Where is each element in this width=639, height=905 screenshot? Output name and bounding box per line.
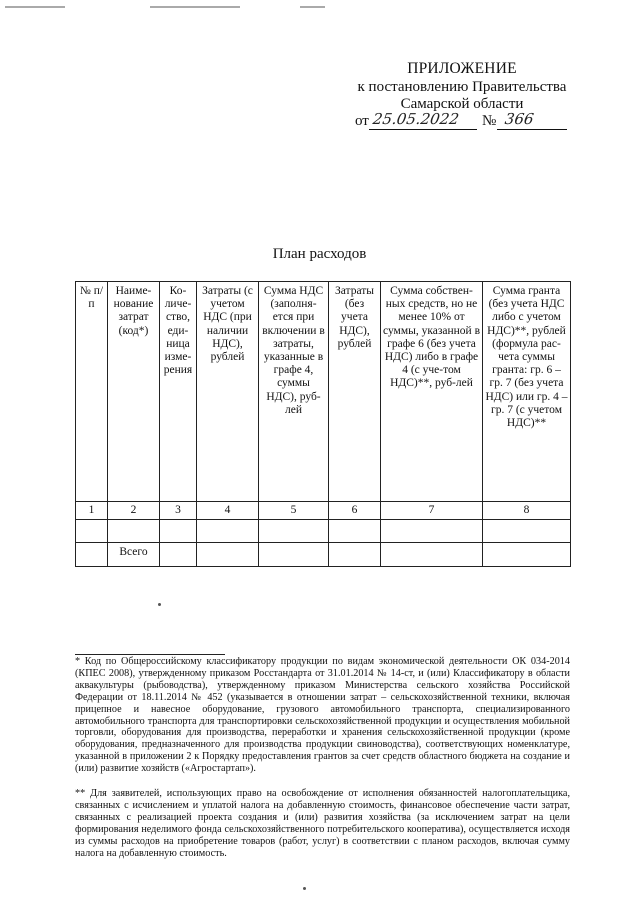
appendix-line-2: Самарской области bbox=[400, 96, 524, 112]
from-label: от bbox=[355, 113, 369, 129]
table-cell bbox=[76, 520, 108, 543]
number-underline bbox=[497, 129, 567, 130]
column-header: Сумма НДС (заполня-ется при включении в затраты, указанные в графе 4, суммы НДС), руб-лей bbox=[259, 282, 329, 502]
scan-edge-mark bbox=[300, 6, 325, 8]
column-header: № п/п bbox=[76, 282, 108, 502]
column-header: Сумма гранта (без учета НДС либо с учетом НДС)**, рублей (формула рас-чета суммы гранта: гр. 6 – гр. 7 (без учета НДС) или гр. 4 – гр. 7 (с учетом НДС)** bbox=[483, 282, 571, 502]
table-cell bbox=[76, 543, 108, 567]
column-header: Сумма собствен-ных средств, но не менее 10% от суммы, указанной в графе 6 (без учета НДС) либо в графе 4 (с уче-том НДС)**, руб-лей bbox=[381, 282, 483, 502]
table-cell bbox=[381, 543, 483, 567]
column-number-row bbox=[76, 502, 571, 520]
column-number: 5 bbox=[259, 502, 329, 520]
column-number: 7 bbox=[381, 502, 483, 520]
scan-edge-mark bbox=[150, 6, 240, 8]
footnote-1: * Код по Общероссийскому классификатору продукции по видам экономической деятельности ОК 034-2014 (КПЕС 2008), утвержденному приказом Росстандарта от 31.01.2014 № 14-ст, и (или) Классификатору в области аквакультуры (рыбоводства), утвержденному приказом Министерства сельского хозяйства Российской Федерации от 18.11.2014 № 452 (указывается в отношении затрат – сельскохозяйственной техники, включая прицепное и навесное оборудование, грузового автомобильного транспорта, специализированного автомобильного транспорта для транспортировки сельскохозяйственной продукции и осуществления мобильной торговли, оборудования для производства, переработки и хранения сельскохозяйственной продукции (кроме оборудования, предназначенного для производства продукции свиноводства), соответствующих номенклатуре, указанной в приложении 2 к Порядку предоставления грантов за счет средств областного бюджета на создание и (или) развитие хозяйств («Агростартап»). bbox=[75, 656, 570, 775]
column-number: 8 bbox=[483, 502, 571, 520]
table-cell bbox=[108, 520, 160, 543]
column-header: Наиме-нование затрат (код*) bbox=[108, 282, 160, 502]
column-number: 1 bbox=[76, 502, 108, 520]
column-number: 2 bbox=[108, 502, 160, 520]
table-cell bbox=[160, 520, 197, 543]
scan-dot bbox=[303, 887, 306, 890]
table-cell bbox=[259, 520, 329, 543]
column-number: 3 bbox=[160, 502, 197, 520]
date-underline bbox=[369, 129, 477, 130]
column-header: Ко-личе-ство, еди-ница изме-рения bbox=[160, 282, 197, 502]
appendix-title: ПРИЛОЖЕНИЕ bbox=[407, 60, 517, 77]
handwritten-date: 25.05.2022 bbox=[371, 110, 461, 128]
column-number: 6 bbox=[329, 502, 381, 520]
handwritten-number: 366 bbox=[503, 110, 535, 128]
scan-dot bbox=[158, 603, 161, 606]
number-label: № bbox=[482, 113, 497, 129]
table-cell bbox=[381, 520, 483, 543]
footnote-2: ** Для заявителей, использующих право на освобождение от исполнения обязанностей налогоплательщика, связанных с исчислением и уплатой налога на добавленную стоимость, финансовое обеспечение части затрат, связанных с реализацией проекта создания и (или) развития хозяйства (за исключением затрат на цели формирования неделимого фонда сельскохозяйственного потребительского кооператива), осуществляется исходя из суммы расходов на приобретение товаров (работ, услуг) в соответствии с планом расходов, включая сумму налога на добавленную стоимость. bbox=[75, 788, 570, 859]
table-cell bbox=[197, 543, 259, 567]
table-cell bbox=[259, 543, 329, 567]
table-header-row bbox=[76, 282, 571, 502]
table-cell bbox=[483, 520, 571, 543]
decree-date-number bbox=[355, 111, 570, 133]
plan-title: План расходов bbox=[272, 246, 367, 262]
column-number: 4 bbox=[197, 502, 259, 520]
column-header: Затраты (с учетом НДС (при наличии НДС), рублей bbox=[197, 282, 259, 502]
table-row bbox=[76, 520, 571, 543]
column-header: Затраты (без учета НДС), рублей bbox=[329, 282, 381, 502]
total-label: Всего bbox=[108, 543, 160, 567]
table-cell bbox=[483, 543, 571, 567]
total-row bbox=[76, 543, 571, 567]
table-cell bbox=[160, 543, 197, 567]
table-cell bbox=[329, 520, 381, 543]
appendix-line-1: к постановлению Правительства bbox=[357, 79, 567, 95]
expense-plan-table bbox=[75, 281, 571, 567]
table-cell bbox=[329, 543, 381, 567]
footnote-rule bbox=[75, 654, 225, 655]
table-cell bbox=[197, 520, 259, 543]
scan-edge-mark bbox=[5, 6, 65, 8]
